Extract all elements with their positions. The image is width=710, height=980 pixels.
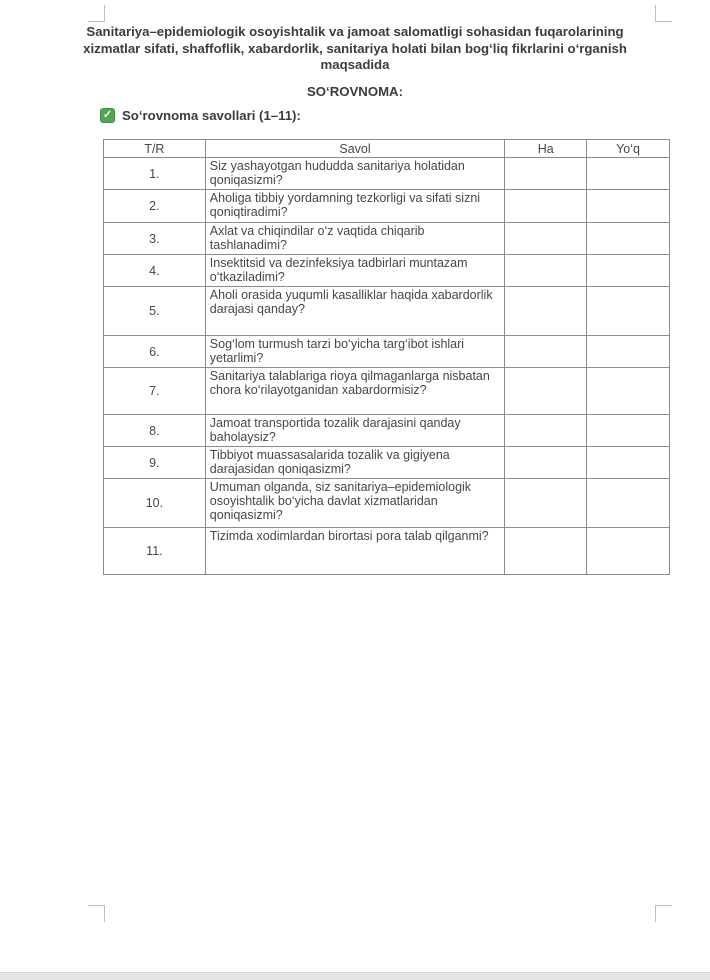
answer-cell-yoq[interactable] xyxy=(587,190,670,223)
page-gap xyxy=(0,972,710,980)
answer-cell-ha[interactable] xyxy=(505,447,587,479)
row-number: 3. xyxy=(104,223,206,255)
crop-mark-bottom-left xyxy=(88,905,105,922)
table-row xyxy=(104,528,670,575)
question-text: Axlat va chiqindilar o‘z vaqtida chiqarib tashlanadimi? xyxy=(205,223,504,255)
row-number: 1. xyxy=(104,158,206,190)
answer-cell-ha[interactable] xyxy=(505,415,587,447)
question-text: Umuman olganda, siz sanitariya–epidemiologik osoyishtalik bo‘yicha davlat xizmatlaridan qoniqasizmi? xyxy=(205,479,504,528)
table-header-row xyxy=(104,140,670,158)
row-number: 8. xyxy=(104,415,206,447)
document-subtitle: SO‘ROVNOMA: xyxy=(307,84,403,99)
column-header-tr: T/R xyxy=(104,140,206,158)
section-heading xyxy=(100,108,301,123)
row-number: 7. xyxy=(104,368,206,415)
row-number: 5. xyxy=(104,287,206,336)
question-text: Sanitariya talablariga rioya qilmaganlarga nisbatan chora ko‘rilayotganidan xabardormisiz? xyxy=(205,368,504,415)
crop-mark-top-left xyxy=(88,5,105,22)
answer-cell-ha[interactable] xyxy=(505,336,587,368)
row-number: 10. xyxy=(104,479,206,528)
question-text: Tizimda xodimlardan birortasi pora talab qilganmi? xyxy=(205,528,504,575)
table-row xyxy=(104,415,670,447)
column-header-yoq: Yo‘q xyxy=(587,140,670,158)
answer-cell-yoq[interactable] xyxy=(587,447,670,479)
section-label: So‘rovnoma savollari (1–11): xyxy=(122,108,301,123)
row-number: 2. xyxy=(104,190,206,223)
answer-cell-yoq[interactable] xyxy=(587,287,670,336)
answer-cell-ha[interactable] xyxy=(505,287,587,336)
column-header-ha: Ha xyxy=(505,140,587,158)
question-text: Insektitsid va dezinfeksiya tadbirlari muntazam o‘tkaziladimi? xyxy=(205,255,504,287)
question-text: Sog‘lom turmush tarzi bo‘yicha targ‘ibot ishlari yetarlimi? xyxy=(205,336,504,368)
survey-table xyxy=(103,139,670,575)
row-number: 9. xyxy=(104,447,206,479)
answer-cell-ha[interactable] xyxy=(505,223,587,255)
table-row xyxy=(104,479,670,528)
table-row xyxy=(104,223,670,255)
row-number: 4. xyxy=(104,255,206,287)
crop-mark-top-right xyxy=(655,5,672,22)
question-text: Tibbiyot muassasalarida tozalik va gigiyena darajasidan qoniqasizmi? xyxy=(205,447,504,479)
answer-cell-yoq[interactable] xyxy=(587,255,670,287)
crop-mark-bottom-right xyxy=(655,905,672,922)
answer-cell-ha[interactable] xyxy=(505,368,587,415)
table-row xyxy=(104,190,670,223)
row-number: 6. xyxy=(104,336,206,368)
question-text: Aholi orasida yuqumli kasalliklar haqida xabardorlik darajasi qanday? xyxy=(205,287,504,336)
table-row xyxy=(104,158,670,190)
answer-cell-ha[interactable] xyxy=(505,528,587,575)
answer-cell-ha[interactable] xyxy=(505,158,587,190)
answer-cell-ha[interactable] xyxy=(505,255,587,287)
answer-cell-yoq[interactable] xyxy=(587,223,670,255)
table-row xyxy=(104,368,670,415)
question-text: Aholiga tibbiy yordamning tezkorligi va sifati sizni qoniqtiradimi? xyxy=(205,190,504,223)
checkmark-icon: ✓ xyxy=(100,108,115,123)
answer-cell-yoq[interactable] xyxy=(587,415,670,447)
answer-cell-yoq[interactable] xyxy=(587,336,670,368)
answer-cell-yoq[interactable] xyxy=(587,368,670,415)
column-header-savol: Savol xyxy=(205,140,504,158)
question-text: Siz yashayotgan hududda sanitariya holatidan qoniqasizmi? xyxy=(205,158,504,190)
table-row xyxy=(104,447,670,479)
table-row xyxy=(104,255,670,287)
answer-cell-yoq[interactable] xyxy=(587,158,670,190)
survey-table-body xyxy=(104,158,670,575)
table-row xyxy=(104,336,670,368)
question-text: Jamoat transportida tozalik darajasini qanday baholaysiz? xyxy=(205,415,504,447)
answer-cell-yoq[interactable] xyxy=(587,528,670,575)
answer-cell-ha[interactable] xyxy=(505,479,587,528)
row-number: 11. xyxy=(104,528,206,575)
document-title: Sanitariya–epidemiologik osoyishtalik va jamoat salomatligi sohasidan fuqarolarining xizmatlar sifati, shaffoflik, xabardorlik, sanitariya holati bilan bog‘liq fikrlarini o‘rganish maqsadida xyxy=(83,24,627,72)
answer-cell-yoq[interactable] xyxy=(587,479,670,528)
answer-cell-ha[interactable] xyxy=(505,190,587,223)
table-row xyxy=(104,287,670,336)
